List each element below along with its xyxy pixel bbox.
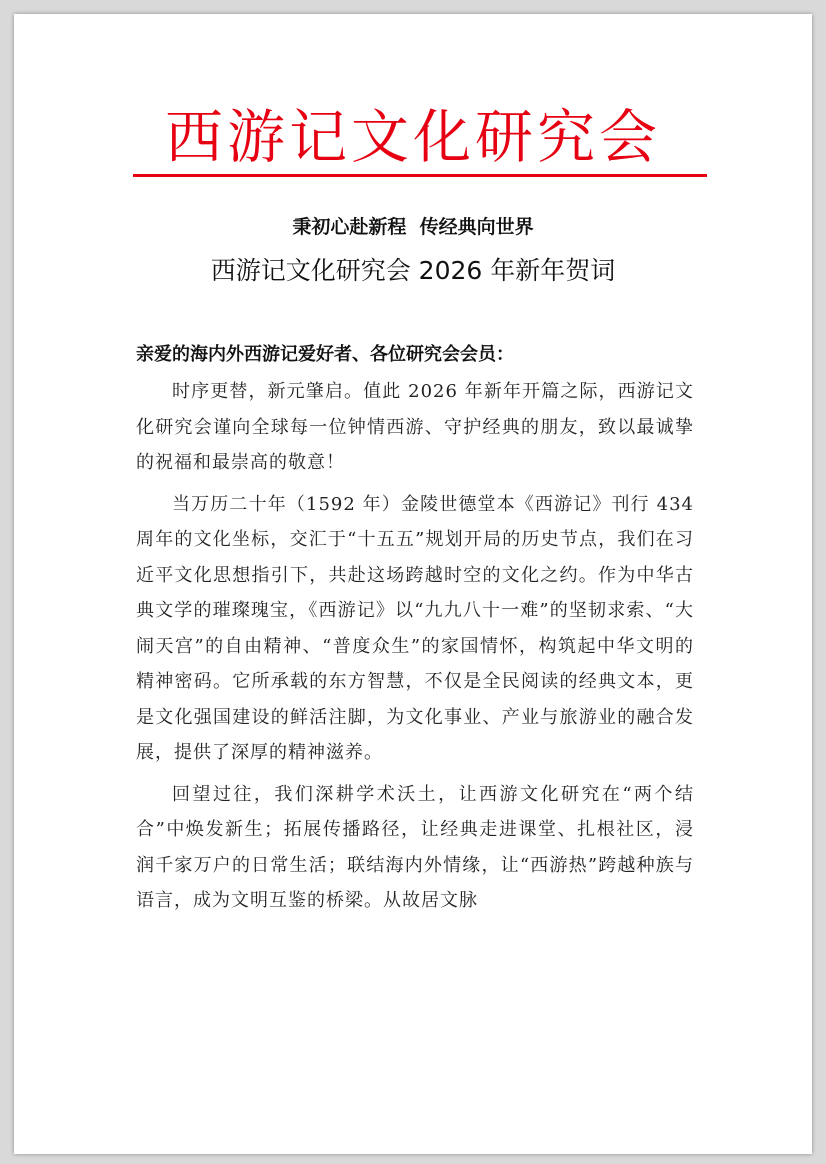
paragraph: 回望过往，我们深耕学术沃土，让西游文化研究在“两个结合”中焕发新生；拓展传播路径，让经典走进课堂、扎根社区，浸润千家万户的日常生活；联结海内外情缘，让“西游热”跨越种族与语言，成为文明互鉴的桥梁。从故居文脉 (136, 783, 694, 911)
paragraph: 当万历二十年（1592 年）金陵世德堂本《西游记》刊行 434 周年的文化坐标，交汇于“十五五”规划开局的历史节点，我们在习近平文化思想指引下，共赴这场跨越时空的文化之约。作为中华古典文学的璀璨瑰宝，《西游记》以“九九八十一难”的坚韧求索、“大闹天宫”的自由精神、“普度众生”的家国情怀，构筑起中华文明的精神密码。它所承载的东方智慧，不仅是全民阅读的经典文本，更是文化强国建设的鲜活注脚，为文化事业、产业与旅游业的融合发展，提供了深厚的精神滋养。 (136, 493, 694, 763)
masthead: 西游记文化研究会 (164, 103, 661, 171)
document-title: 西游记文化研究会 2026 年新年贺词 (210, 256, 616, 285)
document-page (14, 14, 812, 1154)
paragraph: 时序更替，新元肇启。值此 2026 年新年开篇之际，西游记文化研究会谨向全球每一位钟情西游、守护经典的朋友，致以最诚挚的祝福和最崇高的敬意！ (136, 381, 694, 473)
salutation: 亲爱的海内外西游记爱好者、各位研究会会员： (136, 344, 514, 365)
red-divider (133, 174, 707, 177)
subtitle: 秉初心赴新程 传经典向世界 (292, 216, 534, 238)
document-body (136, 340, 694, 925)
